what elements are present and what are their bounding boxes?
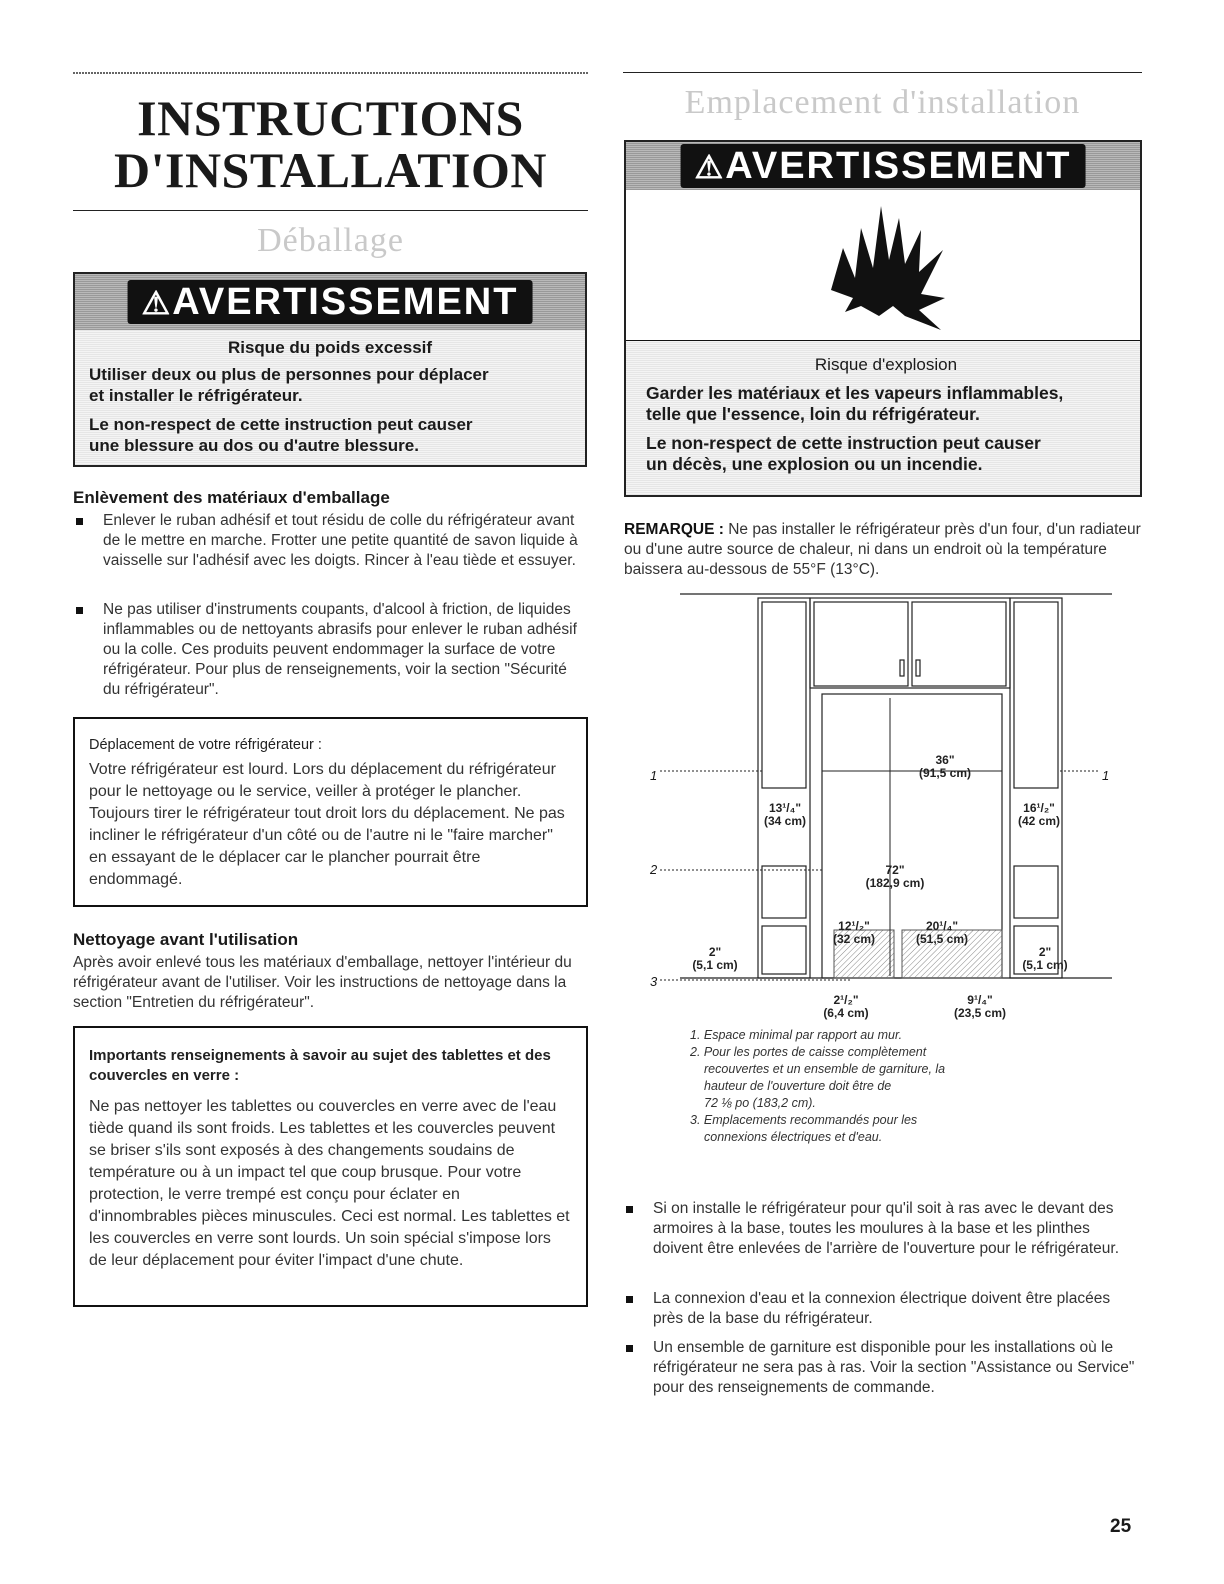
page-title xyxy=(73,92,588,196)
packing-bullet: Enlever le ruban adhésif et tout résidu de colle du réfrigérateur avant de le mettre en marche. Frotter une petite quantité de savon liquide à vaisselle sur l'adhésif avec les doigts. Rincer à l'eau tiède et essuyer. xyxy=(103,511,588,571)
moving-box-title: Déplacement de votre réfrigérateur : xyxy=(89,737,322,753)
warning-box-weight xyxy=(73,272,587,467)
location-bullet: La connexion d'eau et la connexion électrique doivent être placées près de la base du réfrigérateur. xyxy=(653,1289,1142,1329)
dimension-b: 20¹/₄" (51,5 cm) xyxy=(915,919,969,946)
warning-line: Le non-respect de cette instruction peut causer xyxy=(89,415,473,434)
caption-2: 72 ⅛ po (183,2 cm). xyxy=(704,1096,816,1110)
packing-bullet: Ne pas utiliser d'instruments coupants, d'alcool à friction, de liquides inflammables ou de nettoyants abrasifs pour enlever le ruban adhésif ou la colle. Ces produits peuvent endommager la surface de votre réfrigérateur. Pour plus de renseignements, voir la section "Sécurité du réfrigérateur". xyxy=(103,600,588,700)
warning-line: un décès, une explosion ou un incendie. xyxy=(646,454,983,474)
warning-line: telle que l'essence, loin du réfrigérateur. xyxy=(646,404,980,424)
caption-1: 1. Espace minimal par rapport au mur. xyxy=(690,1028,903,1042)
cleaning-text: Après avoir enlevé tous les matériaux d'emballage, nettoyer l'intérieur du réfrigérateur avant de l'utiliser. Voir les instructions de nettoyage dans la section "Entretien du réfrigérateur". xyxy=(73,954,572,1011)
warning-heading: Risque du poids excessif xyxy=(227,338,433,357)
location-bullet: Un ensemble de garniture est disponible pour les installations où le réfrigérateur ne sera pas à ras. Voir la section "Assistance ou Service" pour des renseignements de commande. xyxy=(653,1338,1142,1398)
caption-3: connexions électriques et d'eau. xyxy=(704,1130,883,1144)
dimension-e: 2¹/₂" (6,4 cm) xyxy=(823,993,869,1020)
warning-body xyxy=(75,330,585,465)
callout-1-left: 1 xyxy=(650,768,658,783)
title-divider xyxy=(73,210,588,211)
location-bullet: Si on installe le réfrigérateur pour qu'il soit à ras avec le devant des armoires à la base, toutes les moulures à la base et les plinthes doivent être enlevées de l'arrière de l'ouverture pour le réfrigérateur. xyxy=(653,1199,1142,1259)
section-title-unpacking: Déballage xyxy=(257,222,404,259)
warning-line: une blessure au dos ou d'autre blessure. xyxy=(89,436,419,455)
note-paragraph xyxy=(624,520,1142,580)
diagram-captions xyxy=(690,1027,1090,1146)
top-rule-left xyxy=(73,72,588,74)
caption-3: 3. Emplacements recommandés pour les xyxy=(690,1113,918,1127)
glass-box-text: Ne pas nettoyer les tablettes ou couvercles en verre avec de l'eau tiède quand ils sont froids. Les tablettes et les couvercles peuvent se briser s'ils sont exposés à des changements soudains de température ou à un impact tel que coup brusque. Pour votre protection, le verre trempé est conçu pour éclater en d'innombrables pièces minuscules. Ceci est normal. Les tablettes et les couvercles en verre sont lourds. Un soin spécial s'impose lors de leur déplacement pour éviter l'impact d'une chute. xyxy=(89,1098,570,1269)
cleaning-heading: Nettoyage avant l'utilisation xyxy=(73,930,299,949)
callout-2: 2 xyxy=(650,862,658,877)
warning-banner xyxy=(75,274,585,330)
dimension-height: 72" (182,9 cm) xyxy=(865,863,925,890)
dimension-d: 2" (5,1 cm) xyxy=(1022,945,1068,972)
warning-banner xyxy=(626,142,1140,190)
warning-triangle-icon: ⚠ xyxy=(694,149,726,185)
glass-info-box xyxy=(73,1026,588,1307)
callout-3: 3 xyxy=(650,974,658,989)
warning-line: Garder les matériaux et les vapeurs inflammables, xyxy=(646,383,1064,403)
section-title-location: Emplacement d'installation xyxy=(684,84,1081,121)
warning-box-explosion xyxy=(624,140,1142,497)
warning-heading: Risque d'explosion xyxy=(814,355,958,374)
note-text: Ne pas installer le réfrigérateur près d'un four, d'un radiateur ou d'une autre source de chaleur, ni dans un endroit où la température baissera au-dessous de 55°F (13°C). xyxy=(624,521,1141,578)
installation-diagram xyxy=(640,590,1140,1020)
warning-line: et installer le réfrigérateur. xyxy=(89,386,303,405)
caption-2: 2. Pour les portes de caisse complètement xyxy=(690,1045,927,1059)
warning-line: Utiliser deux ou plus de personnes pour déplacer xyxy=(89,365,489,384)
page-number: 25 xyxy=(1110,1516,1132,1537)
warning-line: Le non-respect de cette instruction peut causer xyxy=(646,433,1041,453)
glass-box-title: Importants renseignements à savoir au sujet des tablettes et des couvercles en verre : xyxy=(89,1047,551,1084)
packing-heading: Enlèvement des matériaux d'emballage xyxy=(73,488,390,507)
warning-triangle-icon: ⚠ xyxy=(141,285,173,321)
warning-label: ⚠AVERTISSEMENT xyxy=(128,280,533,324)
note-label: REMARQUE : xyxy=(624,521,724,538)
dimension-left-depth: 13¹/₄" (34 cm) xyxy=(763,801,807,828)
warning-body xyxy=(626,341,1140,495)
moving-info-box xyxy=(73,717,588,907)
moving-box-text: Votre réfrigérateur est lourd. Lors du déplacement du réfrigérateur pour le nettoyage ou le service, veiller à protéger le plancher. Toujours tirer le réfrigérateur tout droit lors du déplacement. Ne pas incliner le réfrigérateur d'un côté ou de l'autre ni le "faire marcher" en essayant de le déplacer car le plancher pourrait être endommagé. xyxy=(89,761,565,888)
explosion-icon xyxy=(821,198,951,338)
dimension-c: 2" (5,1 cm) xyxy=(692,945,738,972)
callout-1-right: 1 xyxy=(1102,768,1110,783)
dimension-a: 12¹/₂" (32 cm) xyxy=(832,919,876,946)
dimension-width: 36" (91,5 cm) xyxy=(918,753,972,780)
dimension-right-depth: 16¹/₂" (42 cm) xyxy=(1017,801,1061,828)
caption-2: recouvertes et un ensemble de garniture, la xyxy=(704,1062,946,1076)
caption-2: hauteur de l'ouverture doit être de xyxy=(704,1079,892,1093)
top-rule-right xyxy=(623,72,1142,73)
page-title-line1: INSTRUCTIONS xyxy=(137,90,524,146)
page-title-line2: D'INSTALLATION xyxy=(113,142,548,198)
dimension-f: 9¹/₄" (23,5 cm) xyxy=(953,993,1007,1020)
warning-label: ⚠AVERTISSEMENT xyxy=(681,144,1086,188)
